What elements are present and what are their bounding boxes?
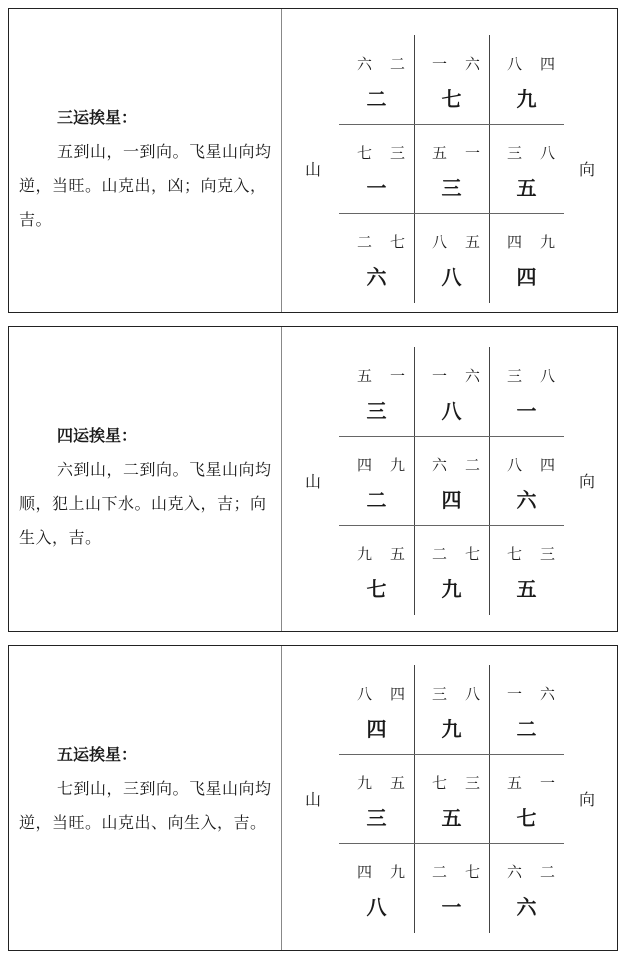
star-pair (414, 142, 499, 163)
period-heading: 五运挨星： (57, 745, 138, 764)
facing-star: 五 (390, 545, 424, 563)
period-star: 四 (441, 488, 462, 512)
star-pair (414, 683, 499, 704)
star-pair (489, 231, 574, 252)
palace-cell (414, 525, 499, 614)
palace-cell (489, 124, 574, 213)
facing-star: 二 (465, 456, 499, 474)
mountain-star: 九 (357, 774, 391, 792)
facing-star: 六 (465, 55, 499, 73)
star-pair (414, 772, 499, 793)
period-star: 九 (516, 87, 537, 111)
star-pair (414, 543, 499, 564)
palace-cell (339, 213, 424, 302)
period-star: 二 (366, 87, 387, 111)
facing-label: 向 (579, 472, 596, 491)
period-description: 七到山，三到向。飞星山向均逆，当旺。山克出、向生入，吉。 (19, 779, 272, 832)
facing-star: 四 (390, 685, 424, 703)
palace-cell (339, 843, 424, 932)
star-pair (339, 683, 424, 704)
description-column (19, 738, 277, 840)
facing-star: 二 (540, 863, 574, 881)
facing-star: 六 (465, 367, 499, 385)
star-pair (489, 454, 574, 475)
mountain-label: 山 (305, 790, 322, 809)
palace-cell (414, 436, 499, 525)
facing-star: 七 (465, 545, 499, 563)
mountain-label: 山 (305, 472, 322, 491)
palace-cell (414, 213, 499, 302)
period-star: 四 (366, 717, 387, 741)
mountain-star: 八 (507, 55, 541, 73)
mountain-star: 三 (432, 685, 466, 703)
period-star: 三 (366, 806, 387, 830)
mountain-star: 五 (507, 774, 541, 792)
mountain-star: 五 (432, 144, 466, 162)
mountain-star: 九 (357, 545, 391, 563)
star-pair (489, 683, 574, 704)
facing-star: 三 (540, 545, 574, 563)
mountain-star: 二 (432, 545, 466, 563)
mountain-star: 二 (432, 863, 466, 881)
facing-star: 一 (540, 774, 574, 792)
mountain-star: 八 (432, 233, 466, 251)
mountain-star: 七 (507, 545, 541, 563)
period-star: 三 (366, 399, 387, 423)
star-pair (414, 365, 499, 386)
star-pair (414, 53, 499, 74)
palace-cell (489, 525, 574, 614)
star-pair (414, 231, 499, 252)
description-column (19, 101, 277, 237)
nine-palace-grid (339, 347, 574, 615)
facing-star: 九 (540, 233, 574, 251)
palace-cell (339, 665, 424, 754)
star-pair (339, 142, 424, 163)
star-pair (339, 365, 424, 386)
flying-star-panel (8, 645, 618, 951)
mountain-star: 三 (507, 144, 541, 162)
period-star: 三 (441, 176, 462, 200)
palace-cell (414, 347, 499, 436)
period-star: 一 (441, 895, 462, 919)
period-star: 二 (366, 488, 387, 512)
palace-cell (339, 436, 424, 525)
period-star: 二 (516, 717, 537, 741)
description-column (19, 419, 277, 555)
facing-label: 向 (579, 160, 596, 179)
facing-star: 一 (390, 367, 424, 385)
period-star: 八 (366, 895, 387, 919)
column-divider (281, 327, 282, 631)
nine-palace-grid (339, 665, 574, 933)
column-divider (281, 9, 282, 312)
facing-star: 一 (465, 144, 499, 162)
facing-star: 九 (390, 863, 424, 881)
mountain-star: 四 (357, 456, 391, 474)
star-pair (339, 231, 424, 252)
facing-star: 八 (540, 367, 574, 385)
mountain-star: 四 (507, 233, 541, 251)
mountain-star: 七 (357, 144, 391, 162)
palace-cell (339, 347, 424, 436)
facing-star: 二 (390, 55, 424, 73)
facing-star: 七 (465, 863, 499, 881)
mountain-star: 七 (432, 774, 466, 792)
period-star: 八 (441, 399, 462, 423)
mountain-star: 一 (507, 685, 541, 703)
facing-star: 八 (540, 144, 574, 162)
palace-cell (489, 436, 574, 525)
palace-cell (489, 213, 574, 302)
facing-star: 七 (390, 233, 424, 251)
palace-cell (339, 754, 424, 843)
period-star: 七 (366, 577, 387, 601)
star-pair (339, 543, 424, 564)
period-star: 五 (441, 806, 462, 830)
palace-cell (489, 754, 574, 843)
facing-star: 四 (540, 55, 574, 73)
period-star: 九 (441, 577, 462, 601)
facing-star: 四 (540, 456, 574, 474)
star-pair (489, 861, 574, 882)
mountain-star: 二 (357, 233, 391, 251)
palace-cell (339, 525, 424, 614)
facing-star: 三 (390, 144, 424, 162)
period-star: 六 (516, 895, 537, 919)
palace-cell (489, 35, 574, 124)
period-description: 五到山，一到向。飞星山向均逆，当旺。山克出，凶；向克入，吉。 (19, 142, 272, 229)
period-star: 七 (441, 87, 462, 111)
period-star: 九 (441, 717, 462, 741)
mountain-label: 山 (305, 160, 322, 179)
facing-star: 九 (390, 456, 424, 474)
flying-star-panel (8, 8, 618, 313)
period-heading: 四运挨星： (57, 426, 138, 445)
palace-cell (414, 843, 499, 932)
star-pair (489, 543, 574, 564)
mountain-star: 三 (507, 367, 541, 385)
palace-cell (339, 35, 424, 124)
period-star: 一 (366, 176, 387, 200)
facing-star: 五 (390, 774, 424, 792)
mountain-star: 八 (357, 685, 391, 703)
mountain-star: 六 (507, 863, 541, 881)
mountain-star: 六 (432, 456, 466, 474)
period-star: 六 (366, 265, 387, 289)
star-pair (489, 365, 574, 386)
mountain-star: 一 (432, 367, 466, 385)
period-heading: 三运挨星： (57, 108, 138, 127)
flying-star-panel (8, 326, 618, 632)
column-divider (281, 646, 282, 950)
facing-star: 五 (465, 233, 499, 251)
palace-cell (489, 665, 574, 754)
mountain-star: 五 (357, 367, 391, 385)
star-pair (414, 454, 499, 475)
nine-palace-grid (339, 35, 574, 303)
mountain-star: 一 (432, 55, 466, 73)
star-pair (339, 53, 424, 74)
palace-cell (339, 124, 424, 213)
palace-cell (414, 665, 499, 754)
palace-cell (414, 754, 499, 843)
star-pair (489, 772, 574, 793)
period-star: 五 (516, 577, 537, 601)
mountain-star: 四 (357, 863, 391, 881)
star-pair (489, 142, 574, 163)
star-pair (339, 454, 424, 475)
facing-label: 向 (579, 790, 596, 809)
star-pair (339, 861, 424, 882)
palace-cell (414, 35, 499, 124)
period-star: 四 (516, 265, 537, 289)
mountain-star: 六 (357, 55, 391, 73)
period-star: 五 (516, 176, 537, 200)
star-pair (339, 772, 424, 793)
star-pair (414, 861, 499, 882)
palace-cell (414, 124, 499, 213)
facing-star: 六 (540, 685, 574, 703)
period-star: 七 (516, 806, 537, 830)
period-description: 六到山，二到向。飞星山向均顺，犯上山下水。山克入，吉；向生入，吉。 (19, 460, 272, 547)
facing-star: 三 (465, 774, 499, 792)
facing-star: 八 (465, 685, 499, 703)
palace-cell (489, 347, 574, 436)
period-star: 一 (516, 399, 537, 423)
period-star: 八 (441, 265, 462, 289)
star-pair (489, 53, 574, 74)
period-star: 六 (516, 488, 537, 512)
palace-cell (489, 843, 574, 932)
mountain-star: 八 (507, 456, 541, 474)
